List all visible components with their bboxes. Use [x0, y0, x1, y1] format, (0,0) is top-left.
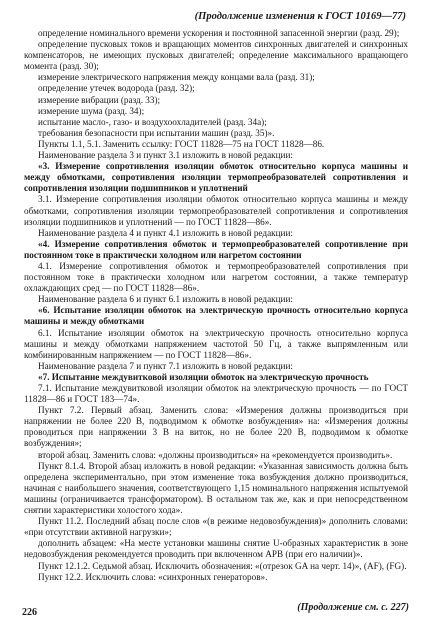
document-body [24, 28, 408, 583]
paragraph: Наименование раздела 6 и пункт 6.1 изложить в новой редакции: [38, 294, 293, 305]
paragraph: Наименование раздела 4 и пункт 4.1 изложить в новой редакции: [38, 227, 293, 238]
page-number: 226 [22, 607, 37, 618]
section-heading: «4. Измерение сопротивления обмоток и термопреобразователей сопротивление при постоянном токе в практически холодном или нагретом состоянии [24, 238, 408, 260]
running-header: (Продолжение изменения к ГОСТ 10169—77) [194, 11, 406, 22]
paragraph: Пункт 7.2. Первый абзац. Заменить слова: «Измерения должны производиться при напряжении не более 220 В, подводимом к обмотке возбуждения» на: «Измерения должны проводиться при напряжении 3 В на виток, но не более 220 В, подводимом к обмотке возбуждения»; [24, 405, 408, 449]
paragraph: Наименование раздела 7 и пункт 7.1 изложить в новой редакции: [38, 360, 293, 371]
paragraph: измерение вибрации (разд. 33); [38, 94, 161, 105]
document-page [24, 10, 408, 583]
paragraph: измерение электрического напряжения между концами вала (разд. 31); [38, 72, 315, 83]
paragraph: измерение шума (разд. 34); [38, 105, 145, 116]
paragraph: Пункт 12.2. Исключить слова: «синхронных генераторов». [38, 571, 268, 582]
paragraph: 4.1. Измерение сопротивления обмоток и термопреобразователей сопротивления при постоянном токе в практически холодном или нагретом состоянии, а также температур охлаждающих сред — по ГОСТ 11828—86». [24, 260, 408, 294]
paragraph: Пункт 12.1.2. Седьмой абзац. Исключить обозначения: «(отрезок GA на черт. 14)», (AF), (FG). [38, 560, 407, 571]
paragraph: 7.1. Испытание междувитковой изоляции обмоток на электрическую прочность — по ГОСТ 11828—86 и ГОСТ 183—74». [24, 383, 408, 405]
section-heading: «6. Испытание изоляции обмоток на электрическую прочность относительно корпуса машины и между обмотками [24, 305, 408, 327]
paragraph: 6.1. Испытание изоляции обмоток на электрическую прочность относительно корпуса машины и между обмотками напряжением частотой 50 Гц, а также выпрямленным или комбинированным напряжением — по ГОСТ 11828—86». [24, 327, 408, 360]
section-heading: «3. Измерение сопротивления изоляции обмоток относительно корпуса машины и между обмотками, сопротивления изоляции термопреобразователей сопротивления и сопротивления изоляции подшипников и уплотнений [24, 161, 408, 194]
paragraph: определение номинального времени ускорения и постоянной запасенной энергии (разд. 29); [38, 28, 400, 38]
section-heading: «7. Испытание междувитковой изоляции обмоток на электрическую прочность [38, 371, 369, 382]
paragraph: определение пусковых токов и вращающих моментов синхронных двигателей и синхронных компенсаторов, не имеющих пусковых двигателей; определение максимального вращающего момента (разд. 30); [24, 39, 408, 72]
paragraph: Пункт 8.1.4. Второй абзац изложить в новой редакции: «Указанная зависимость должна быть определена экспериментально, при этом изменение тока возбуждения должно производиться, начиная с наибольшего значения, соответствующего 1,15 номинального напряжения испытуемой машины (ограничивается трансформатором). В остальном так же, как и при непосредственном снятии характеристики холостого хода». [24, 460, 408, 516]
paragraph: Наименование раздела 3 и пункт 3.1 изложить в новой редакции: [38, 150, 293, 161]
paragraph: дополнить абзацем: «На месте установки машины снятие U-образных характеристик в зоне недовозбуждения рекомендуется проводить при включенном АРВ (при его наличии)». [24, 538, 408, 560]
paragraph: требования безопасности при испытании машин (разд. 35)». [38, 127, 275, 138]
paragraph: испытание масло-, газо- и воздухоохладителей (разд. 34а); [38, 116, 267, 127]
paragraph: второй абзац. Заменить слова: «должны производиться» на «рекомендуется производить». [38, 449, 393, 460]
paragraph: Пункт 11.2. Последний абзац после слов «(в режиме недовозбуждения)» дополнить словами: «при отсутствии активной нагрузки»; [24, 516, 408, 538]
paragraph: определение утечек водорода (разд. 32); [38, 83, 195, 94]
paragraph: Пункты 1.1, 5.1. Заменить ссылку: ГОСТ 11828—75 на ГОСТ 11828—86. [38, 138, 325, 149]
continuation-note: (Продолжение см. с. 227) [297, 602, 409, 613]
paragraph: 3.1. Измерение сопротивления изоляции обмоток относительно корпуса машины и между обмотками, сопротивления изоляции термопреобразователей сопротивления и сопротивления изоляции подшипников и уплотнений — по ГОСТ 11828—86». [24, 194, 408, 227]
